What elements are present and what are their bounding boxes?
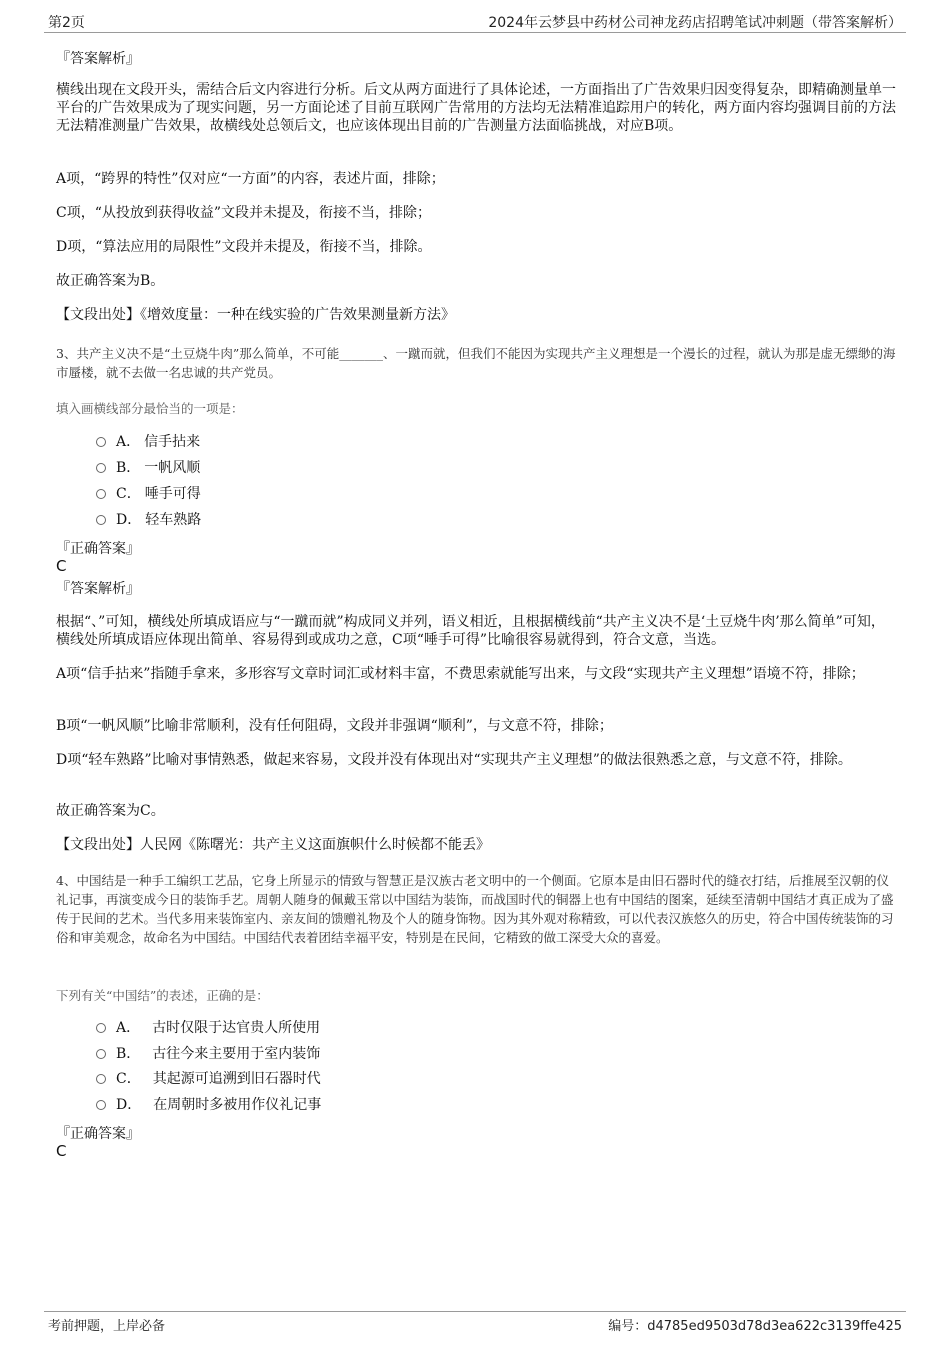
option-text: 其起源可追溯到旧石器时代 [152, 1071, 321, 1087]
q3-source: 【文段出处】人民网《陈曙光：共产主义这面旗帜什么时候都不能丢》 [56, 837, 490, 853]
radio-icon[interactable] [96, 1023, 106, 1033]
radio-icon[interactable] [96, 489, 106, 499]
q4-option-a[interactable] [96, 1017, 320, 1039]
page-number: 第2页 [48, 15, 85, 31]
option-letter: A． [116, 434, 141, 450]
q3-conclusion: 故正确答案为C。 [56, 803, 165, 819]
q3-stem: 3、共产主义决不是“土豆烧牛肉”那么简单，不可能_______、一蹴而就，但我们不能因为实现共产主义理想是一个漫长的过程，就认为那是虚无缥缈的海市蜃楼，就不去做一名忠诚的共产党员。 [56, 346, 896, 380]
q4-answer: C [56, 1142, 67, 1160]
option-text: 古往今来主要用于室内装饰 [152, 1046, 321, 1062]
option-text: 唾手可得 [144, 486, 201, 502]
q3-analysis-option-d: D项“轻车熟路”比喻对事情熟悉，做起来容易，文段并没有体现出对“实现共产主义理想”的做法很熟悉之意，与文意不符，排除。 [56, 752, 852, 768]
option-letter: B． [116, 1046, 141, 1062]
q3-analysis-label: 『答案解析』 [56, 581, 140, 597]
option-letter: D． [116, 1097, 142, 1113]
option-text: 在周朝时多被用作仪礼记事 [153, 1097, 322, 1113]
document-id: 编号：d4785ed9503d78d3ea622c3139ffe425 [608, 1319, 902, 1334]
document-title: 2024年云梦县中药材公司神龙药店招聘笔试冲刺题（带答案解析） [488, 15, 902, 31]
radio-icon[interactable] [96, 437, 106, 447]
q4-stem: 4、中国结是一种手工编织工艺品，它身上所显示的情致与智慧正是汉族古老文明中的一个侧面。它原本是由旧石器时代的缝衣打结，后推展至汉朝的仪礼记事，再演变成今日的装饰手艺。周朝人随身的佩戴玉常以中国结为装饰，而战国时代的铜器上也有中国结的图案，延续至清朝中国结才真正成为了盛传于民间的艺术。当代多用来装饰室内、亲友间的馈赠礼物及个人的随身饰物。因为其外观对称精致，可以代表汉族悠久的历史，符合中国传统装饰的习俗和审美观念，故命名为中国结。中国结代表着团结幸福平安，特别是在民间，它精致的做工深受大众的喜爱。 [56, 873, 894, 945]
radio-icon[interactable] [96, 515, 106, 525]
q4-option-d[interactable] [96, 1094, 321, 1116]
q4-option-c[interactable] [96, 1068, 321, 1090]
radio-icon[interactable] [96, 1074, 106, 1084]
q3-option-b[interactable] [96, 457, 200, 479]
q4-option-b[interactable] [96, 1043, 320, 1065]
q2-analysis-option-d: D项，“算法应用的局限性”文段并未提及，衔接不当，排除。 [56, 239, 432, 255]
q3-option-a[interactable] [96, 431, 200, 453]
q3-answer: C [56, 557, 67, 575]
option-letter: A． [116, 1020, 141, 1036]
option-text: 信手拈来 [144, 434, 201, 450]
q3-option-c[interactable] [96, 483, 201, 505]
q2-analysis-paragraph: 横线出现在文段开头，需结合后文内容进行分析。后文从两方面进行了具体论述，一方面指出了广告效果归因变得复杂，即精确测量单一平台的广告效果成为了现实问题，另一方面论述了目前互联网广告常用的方法均无法精准追踪用户的转化，两方面内容均强调目前的方法无法精准测量广告效果，故横线处总领后文，也应该体现出目前的广告测量方法面临挑战，对应B项。 [56, 82, 896, 134]
q3-analysis-option-a: A项“信手拈来”指随手拿来，多形容写文章时词汇或材料丰富，不费思索就能写出来，与文段“实现共产主义理想”语境不符，排除； [56, 666, 865, 682]
q2-conclusion: 故正确答案为B。 [56, 273, 165, 289]
footer-slogan: 考前押题，上岸必备 [48, 1319, 166, 1334]
q4-answer-label: 『正确答案』 [56, 1126, 140, 1142]
radio-icon[interactable] [96, 463, 106, 473]
q3-prompt: 填入画横线部分最恰当的一项是： [56, 401, 244, 416]
option-text: 古时仅限于达官贵人所使用 [152, 1020, 321, 1036]
q3-option-d[interactable] [96, 509, 201, 531]
option-letter: B． [116, 460, 141, 476]
q2-analysis-option-a: A项，“跨界的特性”仅对应“一方面”的内容，表述片面，排除； [56, 171, 445, 187]
radio-icon[interactable] [96, 1100, 106, 1110]
page-footer [44, 1311, 906, 1336]
page-header [44, 12, 906, 33]
q3-analysis-paragraph: 根据“、”可知，横线处所填成语应与“一蹴而就”构成同义并列，语义相近，且根据横线前“共产主义决不是‘土豆烧牛肉’那么简单”可知，横线处所填成语应体现出简单、容易得到或成功之意，C项“唾手可得”比喻很容易就得到，符合文意，当选。 [56, 614, 885, 648]
option-text: 轻车熟路 [145, 512, 202, 528]
q2-analysis-label: 『答案解析』 [56, 51, 140, 67]
option-text: 一帆风顺 [144, 460, 201, 476]
option-letter: C． [116, 486, 141, 502]
q2-source: 【文段出处】《增效度量：一种在线实验的广告效果测量新方法》 [56, 307, 455, 323]
option-letter: C． [116, 1071, 141, 1087]
q3-answer-label: 『正确答案』 [56, 541, 140, 557]
q3-analysis-option-b: B项“一帆风顺”比喻非常顺利，没有任何阻碍，文段并非强调“顺利”，与文意不符，排除； [56, 718, 613, 734]
option-letter: D． [116, 512, 142, 528]
q2-analysis-option-c: C项，“从投放到获得收益”文段并未提及，衔接不当，排除； [56, 205, 432, 221]
q4-prompt: 下列有关“中国结”的表述，正确的是： [56, 988, 269, 1003]
radio-icon[interactable] [96, 1049, 106, 1059]
